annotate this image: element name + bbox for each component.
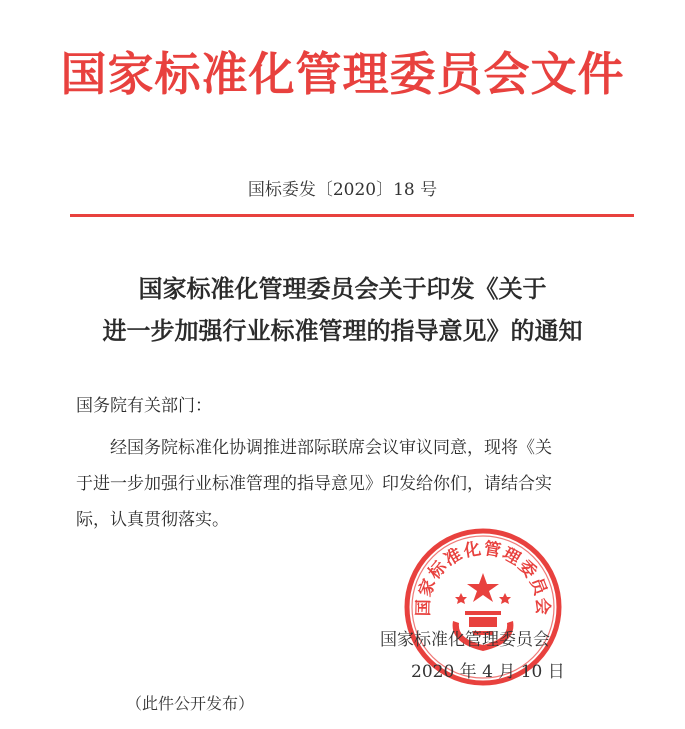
addressee: 国务院有关部门：: [76, 396, 212, 416]
body-paragraph: [76, 430, 636, 538]
document-header-title: 国家标准化管理委员会文件: [60, 47, 625, 101]
public-release-note: （此件公开发布）: [126, 694, 255, 713]
issuing-authority: 国家标准化管理委员会: [380, 630, 550, 650]
body-line: 际，认真贯彻落实。: [76, 510, 229, 530]
body-line: 于进一步加强行业标准管理的指导意见》印发给你们，请结合实: [76, 474, 552, 494]
issue-date: 2020 年 4 月 10 日: [411, 662, 565, 682]
document-number: 国标委发〔2020〕18 号: [247, 180, 438, 200]
notice-title-line-1: 国家标准化管理委员会关于印发《关于: [138, 275, 547, 303]
red-divider-line: [70, 214, 634, 217]
seal-lettering: 国家标准化管理委员会: [413, 538, 553, 617]
body-line: 经国务院标准化协调推进部际联席会议审议同意，现将《关: [110, 438, 552, 458]
notice-title-line-2: 进一步加强行业标准管理的指导意见》的通知: [102, 317, 583, 345]
